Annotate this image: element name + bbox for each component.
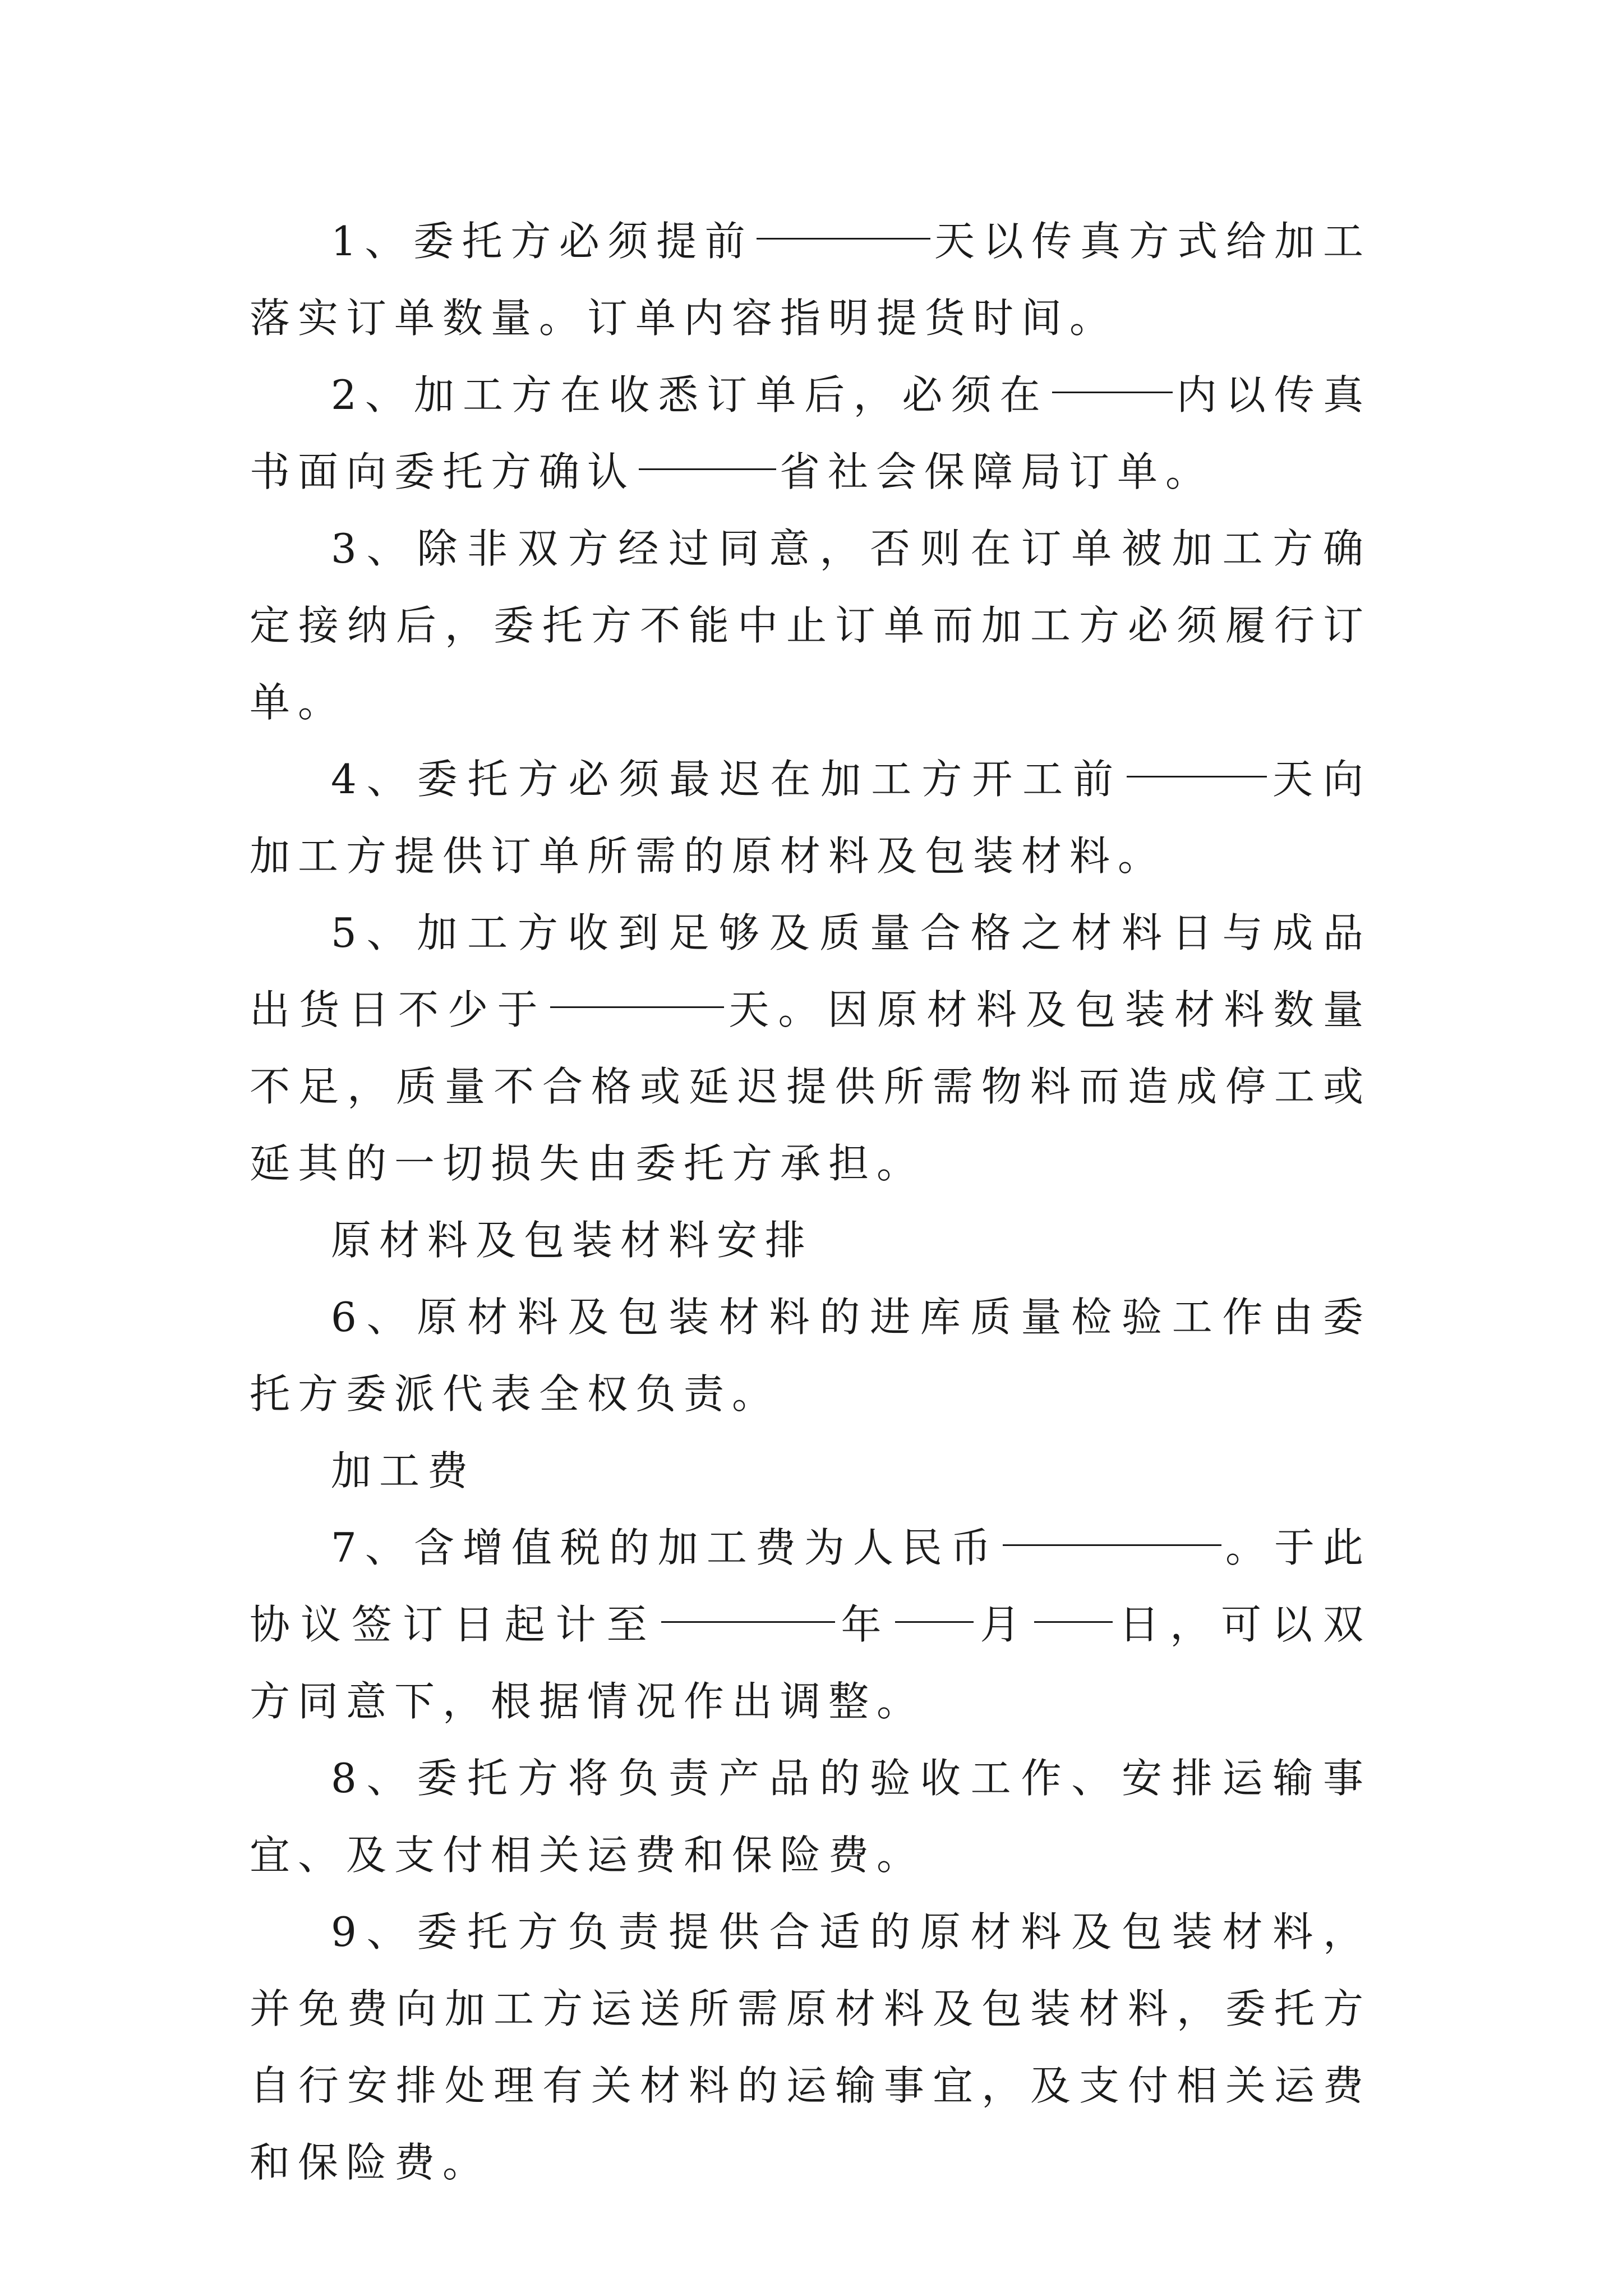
paragraph-5-text-b: 天。因原材料及包装材料数量不足，质量不合格或延迟提供所需物料而造成停工或延其的一切损失由委托方承担。 xyxy=(250,986,1371,1187)
paragraph-7-text-c: 年 xyxy=(838,1601,892,1648)
paragraph-2-text-a: 2、加工方在收悉订单后，必须在 xyxy=(331,371,1049,418)
paragraph-3-text: 3、除非双方经过同意，否则在订单被加工方确定接纳后，委托方不能中止订单而加工方必须履行订单。 xyxy=(250,525,1371,726)
fill-blank-confirm-time[interactable] xyxy=(1052,357,1173,393)
fill-blank-min-days[interactable] xyxy=(550,972,724,1008)
paragraph-2-text-b: 内以传真书面向委托方确认 xyxy=(250,371,1371,495)
paragraph-3 xyxy=(250,510,1371,741)
paragraph-2-text-c: 省社会保障局订单。 xyxy=(780,448,1214,495)
paragraph-2 xyxy=(250,357,1371,510)
paragraph-7-text-e: 日，可以双方同意下，根据情况作出调整。 xyxy=(250,1601,1371,1725)
paragraph-5 xyxy=(250,895,1371,1202)
document-body xyxy=(250,203,1371,2201)
paragraph-1-text-a: 1、委托方必须提前 xyxy=(331,218,754,265)
paragraph-1-text-b: 天以传真方式给加工落实订单数量。订单内容指明提货时间。 xyxy=(250,218,1371,342)
paragraph-7 xyxy=(250,1510,1371,1740)
paragraph-8: 8、委托方将负责产品的验收工作、安排运输事宜、及支付相关运费和保险费。 xyxy=(250,1755,1371,1879)
fill-blank-days-advance[interactable] xyxy=(757,203,930,240)
fill-blank-confirm-party[interactable] xyxy=(639,434,776,470)
paragraph-4-text-b: 天向加工方提供订单所需的原材料及包装材料。 xyxy=(250,756,1371,880)
fill-blank-day[interactable] xyxy=(1034,1586,1113,1623)
fill-blank-fee-amount[interactable] xyxy=(1003,1510,1221,1546)
paragraph-9: 9、委托方负责提供合适的原材料及包装材料，并免费向加工方运送所需原材料及包装材料，委托方自行安排处理有关材料的运输事宜，及支付相关运费和保险费。 xyxy=(250,1908,1371,2186)
paragraph-4-text-a: 4、委托方必须最迟在加工方开工前 xyxy=(331,756,1124,803)
fill-blank-year[interactable] xyxy=(661,1586,835,1623)
paragraph-7-text-d: 月 xyxy=(977,1601,1031,1648)
fill-blank-month[interactable] xyxy=(895,1586,974,1623)
paragraph-7-text-b: 。于此协议签订日起计至 xyxy=(250,1524,1371,1648)
paragraph-7-text-a: 7、含增值税的加工费为人民币 xyxy=(331,1524,999,1571)
section-heading-materials: 原材料及包装材料安排 xyxy=(331,1217,814,1264)
paragraph-1 xyxy=(250,203,1371,357)
paragraph-4 xyxy=(250,741,1371,895)
fill-blank-days-before-start[interactable] xyxy=(1127,741,1267,777)
paragraph-5-text-a: 5、加工方收到足够及质量合格之材料日与成品出货日不少于 xyxy=(250,909,1371,1033)
paragraph-6: 6、原材料及包装材料的进库质量检验工作由委托方委派代表全权负责。 xyxy=(250,1294,1371,1418)
section-heading-fee: 加工费 xyxy=(331,1447,476,1494)
